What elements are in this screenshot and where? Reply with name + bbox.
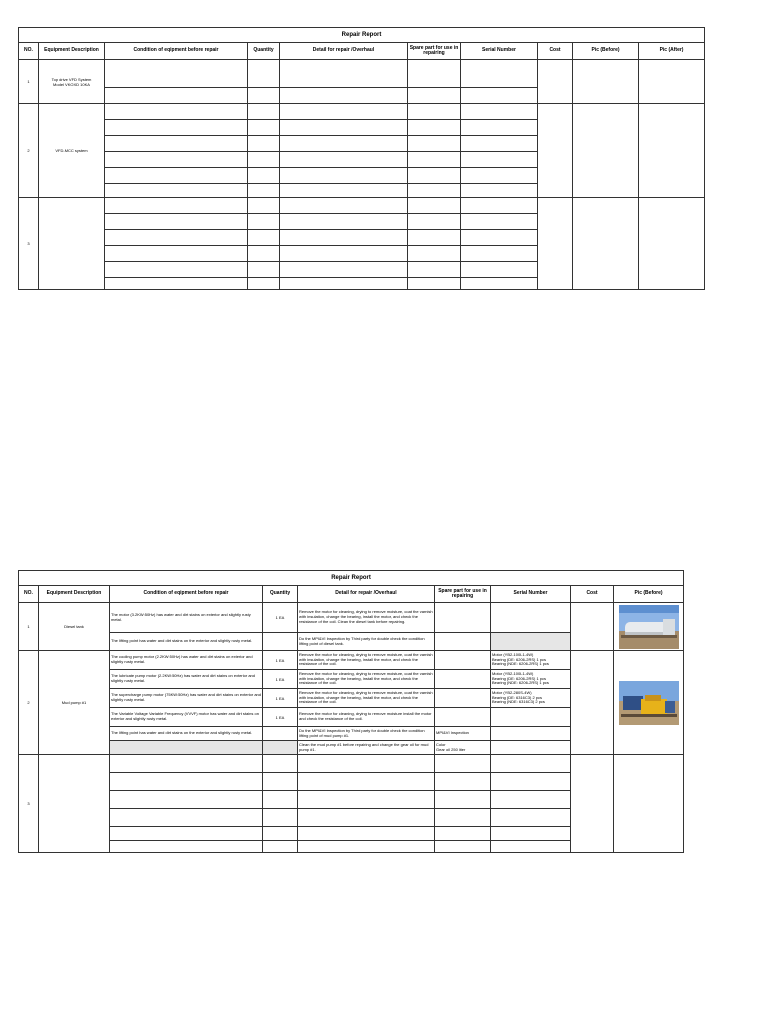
item-description: Mud pump #1 <box>39 651 110 755</box>
col-header-no: NO. <box>19 586 39 603</box>
item-no: 3 <box>19 755 39 853</box>
col-header-pic-before: Pic (Before) <box>573 43 639 60</box>
col-header-cost: Cost <box>538 43 573 60</box>
serial-cell <box>491 741 571 755</box>
item-no: 3 <box>19 198 39 290</box>
col-header-cost: Cost <box>571 586 614 603</box>
quantity-cell: 1 EA <box>263 670 298 689</box>
item-no: 1 <box>19 60 39 104</box>
item-no: 2 <box>19 104 39 198</box>
spare-cell <box>435 603 491 633</box>
detail-cell: Remove the motor for cleaning, drying to remove moisture install the motor and check the resistance of the coil. <box>298 708 435 727</box>
spare-cell <box>435 633 491 651</box>
item-description: VFD-MCC system <box>39 104 105 198</box>
item-no: 2 <box>19 651 39 755</box>
col-header-pic-before: Pic (Before) <box>614 586 684 603</box>
detail-cell: Remove the motor for cleaning, drying to remove moisture, coat the varnish with insulation, change the bearing, install the motor, and check the resistance of the coil. Clean the diesel tank before repairing. <box>298 603 435 633</box>
condition-cell: The supercharge pump motor (75KW:50Hz) has water and dirt stains on exterior and slightly rusty metal. <box>110 689 263 708</box>
serial-cell: Motor (YB2-100L1-4W) Bearing (DE: 6206-2RS) 1 pcs Bearing (NDE: 6206-2RS) 1 pcs <box>491 670 571 689</box>
col-header-serial: Serial Number <box>491 586 571 603</box>
condition-cell: The cooling pump motor (2.2KW:50Hz) has water and dirt stains on exterior and slightly rusty metal. <box>110 651 263 670</box>
condition-cell <box>110 741 263 755</box>
diesel-tank-photo <box>619 605 679 649</box>
col-header-condition: Condition of eqipment before repair <box>105 43 248 60</box>
item-no: 1 <box>19 603 39 651</box>
quantity-cell: 1 EA <box>263 651 298 670</box>
col-header-serial: Serial Number <box>461 43 538 60</box>
spare-cell: MPI&VI Inspection <box>435 727 491 741</box>
spare-cell <box>435 651 491 670</box>
quantity-cell <box>263 633 298 651</box>
report-title: Repair Report <box>19 28 705 43</box>
item-description: Top drive VFD System Model VKOXD 10KA <box>39 60 105 104</box>
serial-cell <box>491 727 571 741</box>
detail-cell: Do the MPI&VI Inspection by Third party for double check the condition lifting point of diesel tank. <box>298 633 435 651</box>
item-description <box>39 755 110 853</box>
quantity-cell: 1 EA <box>263 708 298 727</box>
spare-cell <box>435 708 491 727</box>
col-header-pic-after: Pic (After) <box>639 43 705 60</box>
report-title: Repair Report <box>19 571 684 586</box>
condition-cell: The lifting point has water and dirt stains on the exterior and slightly rusty metal. <box>110 727 263 741</box>
col-header-equipment: Equipment Description <box>39 586 110 603</box>
detail-cell: Remove the motor for cleaning, drying to remove moisture, coat the varnish with insulation, change the bearing, install the motor, and check the resistance of the coil. <box>298 689 435 708</box>
condition-cell: The lifting point has water and dirt stains on the exterior and slightly rusty metal. <box>110 633 263 651</box>
quantity-cell <box>263 727 298 741</box>
col-header-detail: Detail for repair /Overhaul <box>280 43 408 60</box>
serial-cell <box>491 708 571 727</box>
serial-cell <box>491 603 571 633</box>
mud-pump-photo <box>619 681 679 725</box>
serial-cell <box>491 633 571 651</box>
detail-cell: Do the MPI&VI Inspection by Third party for double check the condition lifting point of mud pump #1. <box>298 727 435 741</box>
detail-cell: Clean the mud pump #1 before repairing and change the gear oil for mud pump #1. <box>298 741 435 755</box>
col-header-spare: Spare part for use in repairing <box>408 43 461 60</box>
serial-cell: Motor (YB2-100L1-4W) Bearing (DE: 6206-2RS) 1 pcs Bearing (NDE: 6206-2RS) 1 pcs <box>491 651 571 670</box>
quantity-cell: 1 EA <box>263 603 298 633</box>
pic-before-cell <box>614 603 684 651</box>
quantity-cell <box>263 741 298 755</box>
condition-cell: The Variable Voltage Variable Frequency (VVVF) motor has water and dirt stains on exterior and slightly rusty metal. <box>110 708 263 727</box>
col-header-quantity: Quantity <box>248 43 280 60</box>
detail-cell: Remove the motor for cleaning, drying to remove moisture, coat the varnish with insulation, change the bearing, install the motor, and check the resistance of the coil. <box>298 670 435 689</box>
col-header-no: NO. <box>19 43 39 60</box>
detail-cell: Remove the motor for cleaning, drying to remove moisture, coat the varnish with insulation, change the bearing, install the motor, and check the resistance of the coil. <box>298 651 435 670</box>
spare-cell: Color Gear oil 250 liter <box>435 741 491 755</box>
col-header-quantity: Quantity <box>263 586 298 603</box>
condition-cell: The motor (3.2KW:50Hz) has water and dirt stains on exterior and slightly rusty metal. <box>110 603 263 633</box>
repair-report-table-2 <box>18 570 684 853</box>
pic-before-cell <box>614 651 684 755</box>
col-header-spare: Spare part for use in repairing <box>435 586 491 603</box>
serial-cell: Motor (YB2-280S-4W) Bearing (DE: 6316C3) 2 pcs Bearing (NDE: 6316C3) 2 pcs <box>491 689 571 708</box>
quantity-cell: 1 EA <box>263 689 298 708</box>
item-description <box>39 198 105 290</box>
spare-cell <box>435 670 491 689</box>
condition-cell: The lubricate pump motor (2.2KW:50Hz) has water and dirt stains on exterior and slightly rusty metal. <box>110 670 263 689</box>
col-header-condition: Condition of eqipment before repair <box>110 586 263 603</box>
spare-cell <box>435 689 491 708</box>
col-header-detail: Detail for repair /Overhaul <box>298 586 435 603</box>
col-header-equipment: Equipment Description <box>39 43 105 60</box>
item-description: Diesel tank <box>39 603 110 651</box>
repair-report-table-1 <box>18 27 705 290</box>
